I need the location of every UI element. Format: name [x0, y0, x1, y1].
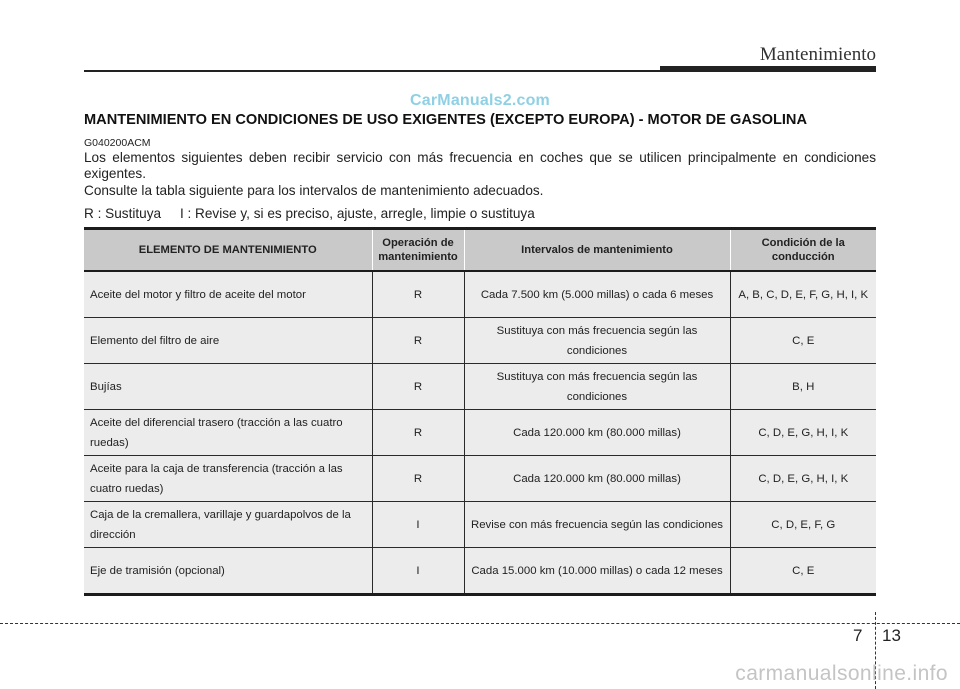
cell-operation: I — [372, 502, 464, 548]
cell-interval: Revise con más frecuencia según las condiciones — [464, 502, 730, 548]
cell-condition: B, H — [730, 364, 876, 410]
header-rule — [84, 70, 684, 72]
cell-condition: C, E — [730, 318, 876, 364]
cell-operation: R — [372, 456, 464, 502]
table-row — [84, 456, 876, 502]
watermark-top: CarManuals2.com — [410, 92, 550, 109]
cell-interval: Cada 120.000 km (80.000 millas) — [464, 410, 730, 456]
cell-item: Aceite del motor y filtro de aceite del motor — [84, 271, 372, 318]
header-condition: Condición de la conducción — [730, 229, 876, 272]
header-rule-thick — [660, 66, 876, 72]
cell-operation: R — [372, 271, 464, 318]
page-number: 13 — [882, 626, 901, 645]
cell-interval: Sustituya con más frecuencia según las condiciones — [464, 364, 730, 410]
cell-operation: R — [372, 318, 464, 364]
header-item: ELEMENTO DE MANTENIMIENTO — [84, 229, 372, 272]
header-operation: Operación de mantenimiento — [372, 229, 464, 272]
table-row — [84, 410, 876, 456]
table-row — [84, 502, 876, 548]
cell-item: Bujías — [84, 364, 372, 410]
cell-interval: Cada 7.500 km (5.000 millas) o cada 6 meses — [464, 271, 730, 318]
page-title: MANTENIMIENTO EN CONDICIONES DE USO EXIGENTES (EXCEPTO EUROPA) - MOTOR DE GASOLINA — [84, 112, 807, 128]
table-header-row — [84, 229, 876, 272]
cell-interval: Sustituya con más frecuencia según las condiciones — [464, 318, 730, 364]
cell-condition: C, E — [730, 548, 876, 595]
footer-divider — [0, 623, 960, 624]
cell-operation: I — [372, 548, 464, 595]
cell-condition: C, D, E, G, H, I, K — [730, 410, 876, 456]
section-title: Mantenimiento — [759, 44, 876, 65]
cell-interval: Cada 15.000 km (10.000 millas) o cada 12 meses — [464, 548, 730, 595]
cell-operation: R — [372, 364, 464, 410]
cell-condition: C, D, E, G, H, I, K — [730, 456, 876, 502]
legend-i: I : Revise y, si es preciso, ajuste, arregle, limpie o sustituya — [179, 206, 535, 221]
header-interval: Intervalos de mantenimiento — [464, 229, 730, 272]
cell-item: Aceite del diferencial trasero (tracción a las cuatro ruedas) — [84, 410, 372, 456]
cell-item: Elemento del filtro de aire — [84, 318, 372, 364]
legend-r: R : Sustituya — [84, 206, 162, 221]
chapter-number: 7 — [853, 626, 863, 645]
cell-interval: Cada 120.000 km (80.000 millas) — [464, 456, 730, 502]
instruction-paragraph: Consulte la tabla siguiente para los intervalos de mantenimiento adecuados. — [84, 183, 544, 198]
legend — [84, 206, 535, 221]
maintenance-table — [84, 227, 876, 596]
document-code: G040200ACM — [84, 137, 151, 149]
cell-condition: C, D, E, F, G — [730, 502, 876, 548]
cell-operation: R — [372, 410, 464, 456]
cell-item: Caja de la cremallera, varillaje y guardapolvos de la dirección — [84, 502, 372, 548]
table-row — [84, 364, 876, 410]
cell-item: Aceite para la caja de transferencia (tracción a las cuatro ruedas) — [84, 456, 372, 502]
watermark-bottom: carmanualsonline.info — [735, 662, 948, 685]
intro-paragraph: Los elementos siguientes deben recibir servicio con más frecuencia en coches que se utilicen principalmente en condiciones exigentes. — [84, 150, 876, 181]
table-row — [84, 271, 876, 318]
table-row — [84, 548, 876, 595]
table-row — [84, 318, 876, 364]
cell-condition: A, B, C, D, E, F, G, H, I, K — [730, 271, 876, 318]
cell-item: Eje de tramisión (opcional) — [84, 548, 372, 595]
